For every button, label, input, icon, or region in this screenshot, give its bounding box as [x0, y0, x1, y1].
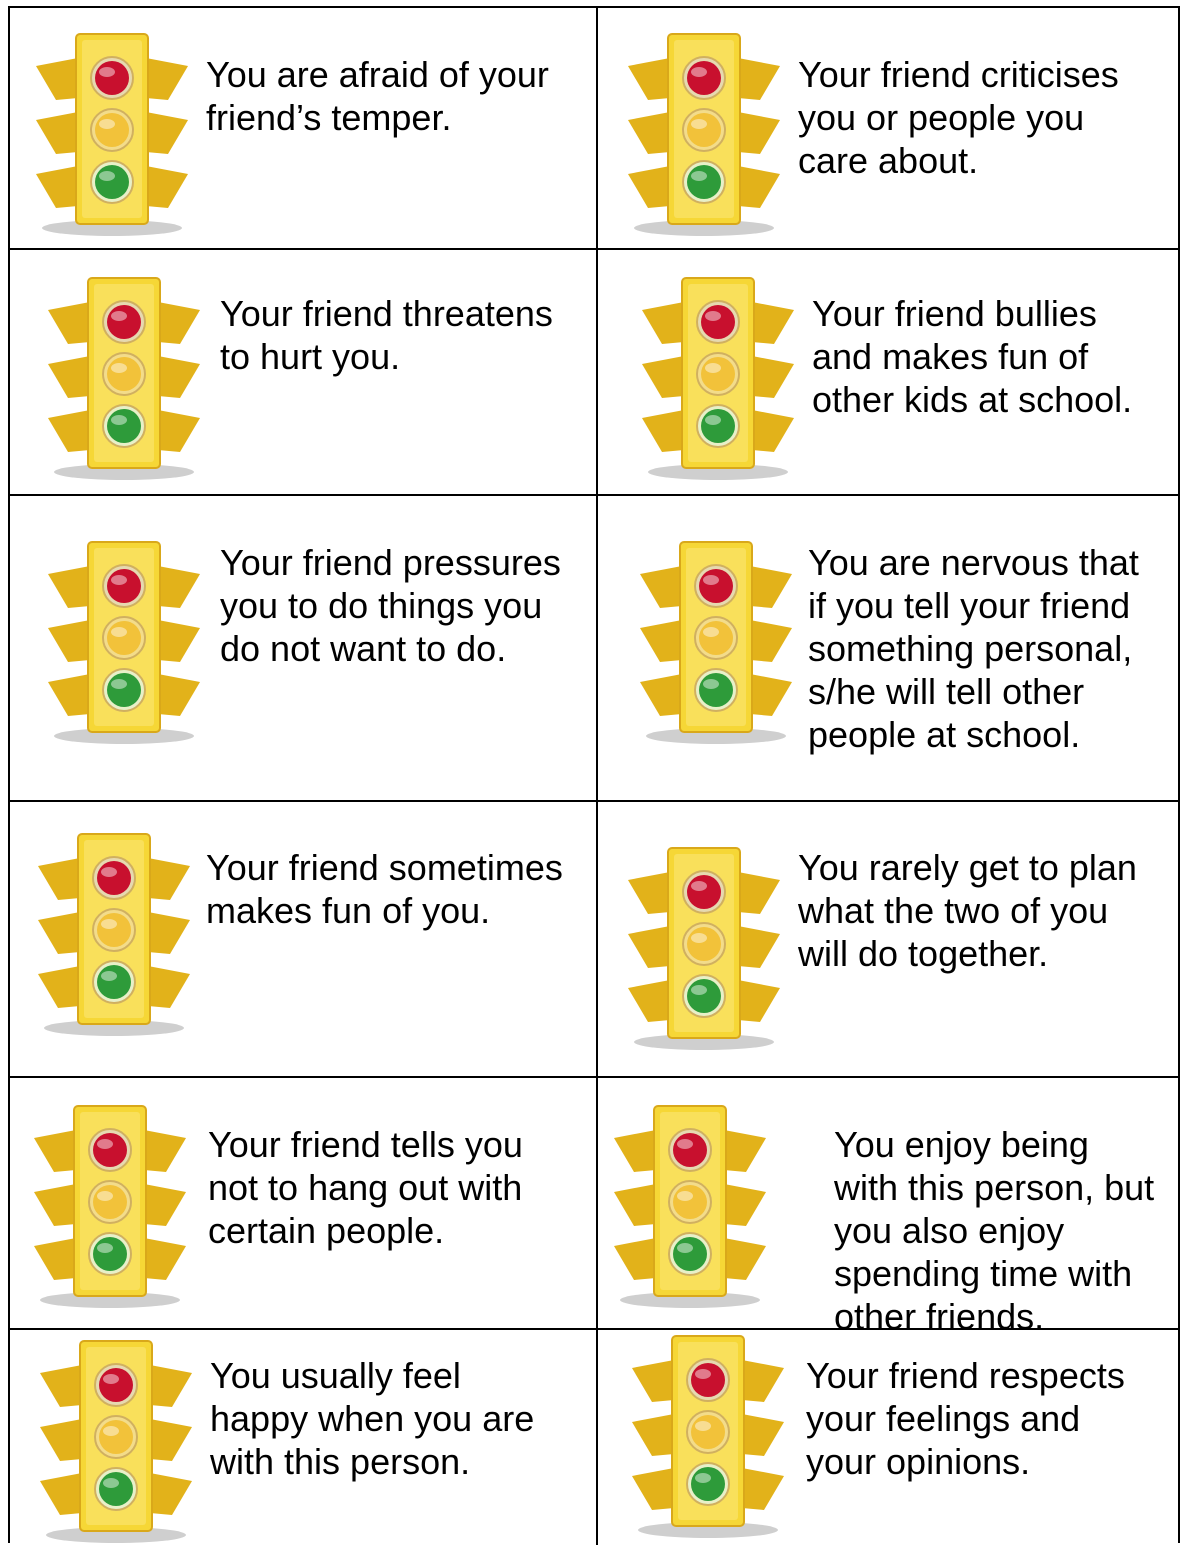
- traffic-light-icon: [34, 828, 194, 1038]
- card-cell: [10, 802, 598, 1078]
- card-text: Your friend respects your feelings and your opinions.: [806, 1355, 1125, 1482]
- card-cell: [598, 8, 1178, 250]
- card-cell: [598, 802, 1178, 1078]
- traffic-light-icon: [638, 272, 798, 482]
- traffic-light-icon: [624, 842, 784, 1052]
- card-text: You enjoy being with this person, but you also enjoy spending time with other friends.: [834, 1124, 1155, 1337]
- traffic-light-icon: [36, 1335, 196, 1545]
- traffic-light-icon: [44, 272, 204, 482]
- card-cell: [598, 1078, 1178, 1337]
- traffic-light-icon: [610, 1100, 770, 1310]
- card-text: Your friend criticises you or people you care about.: [798, 54, 1119, 181]
- card-text: Your friend sometimes makes fun of you.: [206, 847, 563, 931]
- traffic-light-icon: [32, 28, 192, 238]
- card-cell: [10, 1078, 598, 1330]
- traffic-light-icon: [30, 1100, 190, 1310]
- card-cell: [10, 496, 598, 802]
- card-cell: [10, 8, 598, 250]
- traffic-light-icon: [44, 536, 204, 746]
- card-text: You usually feel happy when you are with this person.: [210, 1355, 535, 1482]
- card-cell: [598, 496, 1178, 802]
- card-text: Your friend bullies and makes fun of other kids at school.: [812, 293, 1133, 420]
- traffic-light-icon: [624, 28, 784, 238]
- traffic-light-icon: [636, 536, 796, 746]
- card-text: You rarely get to plan what the two of you will do together.: [798, 847, 1137, 974]
- card-text: You are afraid of your friend’s temper.: [206, 54, 549, 138]
- card-text: Your friend threatens to hurt you.: [220, 293, 553, 377]
- card-text: You are nervous that if you tell your friend something personal, s/he will tell other people at school.: [808, 542, 1139, 755]
- traffic-light-icon: [628, 1330, 788, 1540]
- card-cell: [598, 1330, 1178, 1545]
- card-cell: [598, 250, 1178, 496]
- card-text: Your friend tells you not to hang out with certain people.: [208, 1124, 523, 1251]
- card-sheet: [8, 6, 1180, 1543]
- card-cell: [10, 250, 598, 496]
- card-text: Your friend pressures you to do things you do not want to do.: [220, 542, 561, 669]
- card-cell: [10, 1330, 598, 1545]
